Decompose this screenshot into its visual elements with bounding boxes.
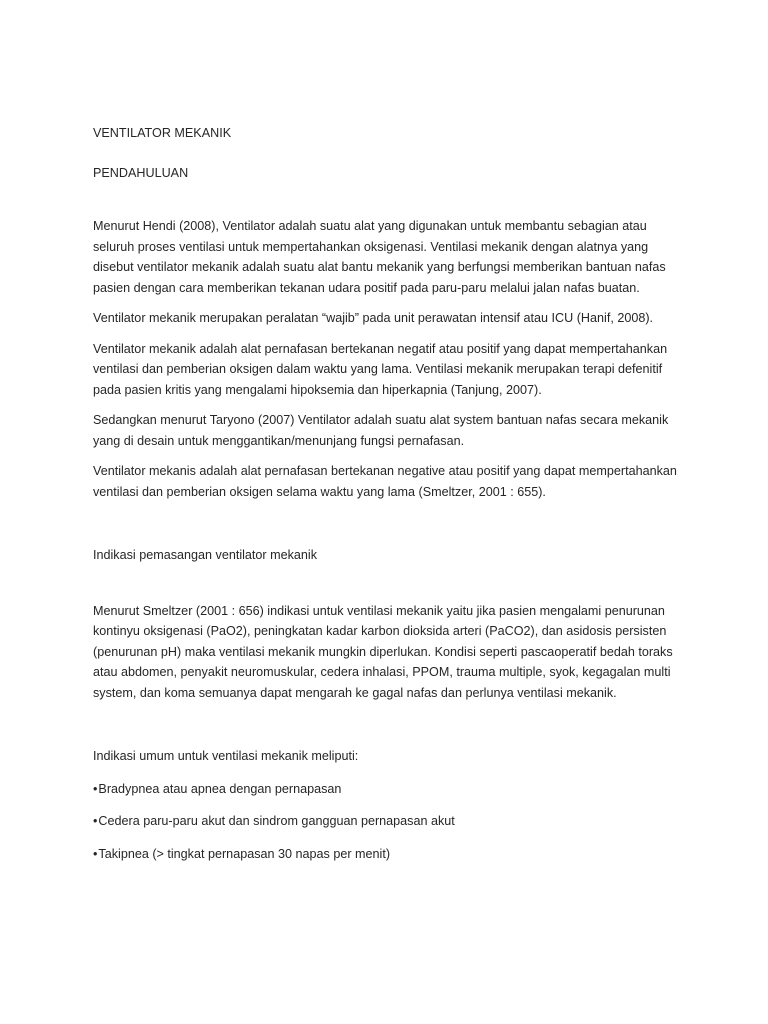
paragraph: Ventilator mekanik adalah alat pernafasan bertekanan negatif atau positif yang dapat mempertahankan ventilasi dan pemberian oksigen dalam waktu yang lama. Ventilasi mekanik merupakan terapi defenitif pada pasien kritis yang mengalami hipoksemia dan hiperkapnia (Tanjung, 2007). (93, 341, 668, 397)
bullet-icon: • (93, 814, 98, 828)
paragraph: Menurut Hendi (2008), Ventilator adalah suatu alat yang digunakan untuk membantu sebagian atau seluruh proses ventilasi untuk mempertahankan oksigenasi. Ventilasi mekanik dengan alatnya yang disebut ventilator mekanik adalah suatu alat bantu mekanik yang berfungsi memberikan bantuan nafas pasien dengan cara memberikan tekanan udara positif pada paru-paru melalui jalan nafas buatan. (93, 219, 666, 295)
blank-space (93, 183, 683, 216)
blank-space (93, 713, 683, 746)
list-item-text: Cedera paru-paru akut dan sindrom gangguan pernapasan akut (98, 814, 455, 828)
blank-space (93, 512, 683, 545)
section-heading-indikasi-umum: Indikasi umum untuk ventilasi mekanik meliputi: (93, 749, 359, 763)
list-item-text: Bradypnea atau apnea dengan pernapasan (98, 781, 342, 796)
document-body (93, 123, 683, 876)
paragraph: Menurut Smeltzer (2001 : 656) indikasi untuk ventilasi mekanik yaitu jika pasien mengalami penurunan kontinyu oksigenasi (PaO2), peningkatan kadar karbon dioksida arteri (PaCO2), dan asidosis persisten (penurunan pH) maka ventilasi mekanik mungkin diperlukan. Kondisi seperti pascaoperatif bedah toraks atau abdomen, penyakit neuromuskular, cedera inhalasi, PPOM, trauma multiple, syok, kegagalan multi system, dan koma semuanya dapat mengarah ke gagal nafas dan perlunya ventilasi mekanik. (93, 603, 673, 700)
paragraph: Ventilator mekanis adalah alat pernafasan bertekanan negative atau positif yang dapat mempertahankan ventilasi dan pemberian oksigen selama waktu yang lama (Smeltzer, 2001 : 655). (93, 464, 677, 499)
section-heading-pendahuluan: PENDAHULUAN (93, 165, 189, 180)
document-title: VENTILATOR MEKANIK (93, 126, 232, 140)
bullet-icon: • (93, 846, 98, 861)
list-item (93, 811, 683, 832)
bullet-icon: • (93, 781, 98, 796)
section-heading-indikasi: Indikasi pemasangan ventilator mekanik (93, 548, 318, 562)
blank-space (93, 566, 683, 601)
list-item (93, 844, 683, 865)
list-item-text: Takipnea (> tingkat pernapasan 30 napas per menit) (98, 846, 391, 861)
paragraph: Ventilator mekanik merupakan peralatan “wajib” pada unit perawatan intensif atau ICU (Hanif, 2008). (93, 311, 654, 325)
paragraph: Sedangkan menurut Taryono (2007) Ventilator adalah suatu alat system bantuan nafas secara mekanik yang di desain untuk menggantikan/menunjang fungsi pernafasan. (93, 413, 669, 448)
list-item (93, 779, 683, 800)
